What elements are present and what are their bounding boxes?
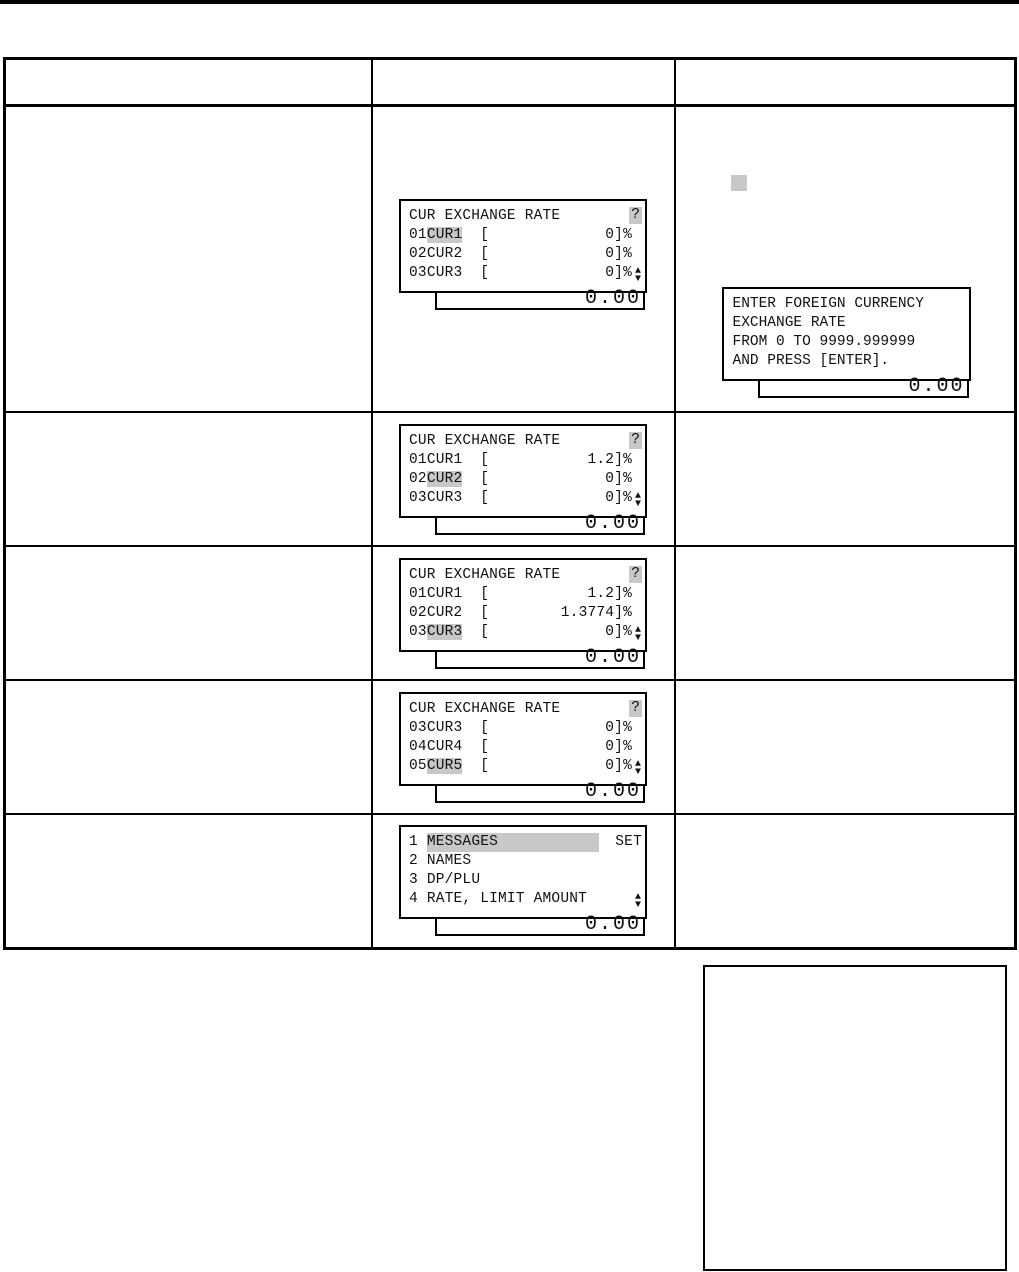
lcd-screen — [399, 825, 647, 919]
help-screen — [722, 287, 971, 381]
row-number: 03 — [409, 719, 427, 736]
row-number: 05 — [409, 757, 427, 774]
amount-value: 0.00 — [908, 375, 965, 398]
procedure-cell — [5, 680, 372, 814]
notes-cell — [675, 814, 1016, 948]
lcd-row — [409, 470, 489, 489]
lcd-row — [409, 719, 489, 738]
display-cell — [372, 106, 675, 413]
row-name-highlighted: CUR2 — [426, 470, 463, 487]
row-name: CUR1 — [426, 451, 463, 468]
help-mark: ? — [631, 699, 640, 716]
menu-item — [409, 890, 587, 909]
lcd-title: CUR EXCHANGE RATE — [409, 432, 561, 449]
bracket: [ — [480, 226, 490, 243]
amount-value: 0.00 — [584, 645, 641, 669]
menu-number: 4 — [409, 891, 427, 908]
lcd-row — [409, 757, 489, 776]
bracket: [ — [480, 623, 490, 640]
help-line: FROM 0 TO 9999.999999 — [732, 334, 916, 350]
up-down-arrow-icon: ▲ ▼ — [634, 490, 641, 510]
row-number: 02 — [409, 604, 427, 621]
amount-display — [435, 511, 645, 535]
procedure-cell — [5, 106, 372, 413]
amount-display — [435, 286, 645, 310]
row-value: 0]% — [605, 264, 632, 281]
row-value: 0]% — [605, 245, 632, 262]
menu-item — [409, 833, 599, 852]
lcd-display — [399, 558, 647, 671]
row-number: 04 — [409, 738, 427, 755]
row-name: CUR3 — [426, 264, 463, 281]
help-mark: ? — [631, 431, 640, 448]
lcd-display — [399, 825, 647, 938]
row-name-highlighted: CUR1 — [426, 226, 463, 243]
lcd-row — [409, 489, 489, 508]
menu-number: 3 — [409, 872, 427, 889]
procedure-table — [3, 57, 1017, 950]
row-value: 0]% — [605, 719, 632, 736]
up-down-arrow-icon: ▲ ▼ — [634, 265, 641, 285]
row-value: 1.3774]% — [560, 604, 632, 621]
help-area — [676, 107, 1015, 411]
lcd-row — [409, 451, 489, 470]
lcd-row — [409, 604, 489, 623]
up-down-arrow-icon: ▲ ▼ — [634, 624, 641, 644]
top-rule — [0, 0, 1019, 4]
row-value: 0]% — [605, 738, 632, 755]
menu-number: 1 — [409, 834, 427, 851]
lcd-display — [399, 424, 647, 537]
help-line: ENTER FOREIGN CURRENCY — [732, 296, 924, 312]
procedure-cell — [5, 814, 372, 948]
amount-display — [435, 645, 645, 669]
lcd-screen — [399, 558, 647, 652]
help-line: AND PRESS [ENTER]. — [732, 353, 890, 369]
amount-value: 0.00 — [584, 286, 641, 310]
row-value: 0]% — [605, 757, 632, 774]
row-number: 02 — [409, 245, 427, 262]
display-cell — [372, 680, 675, 814]
lcd-row — [409, 245, 489, 264]
lcd-row — [409, 738, 489, 757]
amount-display — [758, 375, 969, 398]
amount-value: 0.00 — [584, 913, 641, 937]
procedure-cell — [5, 412, 372, 546]
lcd-row — [409, 585, 489, 604]
menu-item — [409, 852, 471, 871]
bracket: [ — [480, 489, 490, 506]
lcd-title: CUR EXCHANGE RATE — [409, 207, 561, 224]
row-name-highlighted: CUR5 — [426, 757, 463, 774]
menu-number: 2 — [409, 853, 427, 870]
step-row — [5, 106, 1016, 413]
notes-cell — [675, 680, 1016, 814]
help-mark: ? — [631, 565, 640, 582]
display-cell — [372, 814, 675, 948]
help-line: EXCHANGE RATE — [732, 315, 846, 331]
help-mark: ? — [631, 206, 640, 223]
row-number: 03 — [409, 264, 427, 281]
header-row — [5, 59, 1016, 106]
help-message-display — [722, 287, 971, 400]
row-number: 01 — [409, 585, 427, 602]
step-row — [5, 814, 1016, 948]
step-row — [5, 412, 1016, 546]
up-down-arrow-icon: ▲ ▼ — [634, 892, 641, 912]
row-name: CUR2 — [426, 604, 463, 621]
header-cell-notes — [675, 59, 1016, 106]
bracket: [ — [480, 719, 490, 736]
amount-value: 0.00 — [584, 511, 641, 535]
lcd-screen — [399, 692, 647, 786]
row-name: CUR3 — [426, 719, 463, 736]
bracket: [ — [480, 245, 490, 262]
up-down-arrow-icon: ▲ ▼ — [634, 758, 641, 778]
bracket: [ — [480, 738, 490, 755]
row-value: 0]% — [605, 489, 632, 506]
row-value: 1.2]% — [587, 451, 632, 468]
row-value: 0]% — [605, 470, 632, 487]
row-name-highlighted: CUR3 — [426, 623, 463, 640]
lcd-screen — [399, 199, 647, 293]
notes-cell — [675, 412, 1016, 546]
amount-display — [435, 779, 645, 803]
header-cell-display — [372, 59, 675, 106]
bracket: [ — [480, 451, 490, 468]
bracket: [ — [480, 264, 490, 281]
lcd-display — [399, 692, 647, 805]
menu-text: NAMES — [426, 853, 472, 870]
lcd-row — [409, 226, 489, 245]
menu-item-highlighted: MESSAGES — [427, 833, 599, 852]
menu-item — [409, 871, 480, 890]
amount-value: 0.00 — [584, 779, 641, 803]
lcd-row — [409, 264, 489, 283]
step-row — [5, 546, 1016, 680]
help-key-icon — [731, 175, 747, 191]
procedure-cell — [5, 546, 372, 680]
bracket: [ — [480, 470, 490, 487]
step-row — [5, 680, 1016, 814]
row-name: CUR4 — [426, 738, 463, 755]
row-number: 03 — [409, 623, 427, 640]
row-value: 0]% — [605, 226, 632, 243]
set-label: SET — [615, 834, 642, 851]
lcd-title: CUR EXCHANGE RATE — [409, 700, 561, 717]
row-number: 01 — [409, 226, 427, 243]
notes-cell — [675, 546, 1016, 680]
row-name: CUR2 — [426, 245, 463, 262]
row-number: 03 — [409, 489, 427, 506]
row-value: 1.2]% — [587, 585, 632, 602]
notes-cell — [675, 106, 1016, 413]
lcd-row — [409, 623, 489, 642]
row-number: 01 — [409, 451, 427, 468]
row-value: 0]% — [605, 623, 632, 640]
amount-display — [435, 913, 645, 937]
bracket: [ — [480, 585, 490, 602]
lcd-title: CUR EXCHANGE RATE — [409, 566, 561, 583]
row-name: CUR1 — [426, 585, 463, 602]
display-cell — [372, 546, 675, 680]
lcd-screen — [399, 424, 647, 518]
bracket: [ — [480, 757, 490, 774]
menu-text: RATE, LIMIT AMOUNT — [426, 891, 588, 908]
header-cell-procedure — [5, 59, 372, 106]
display-cell — [372, 412, 675, 546]
bracket: [ — [480, 604, 490, 621]
note-box — [703, 965, 1007, 1271]
lcd-display — [399, 199, 647, 312]
row-name: CUR3 — [426, 489, 463, 506]
menu-text: DP/PLU — [426, 872, 481, 889]
row-number: 02 — [409, 470, 427, 487]
